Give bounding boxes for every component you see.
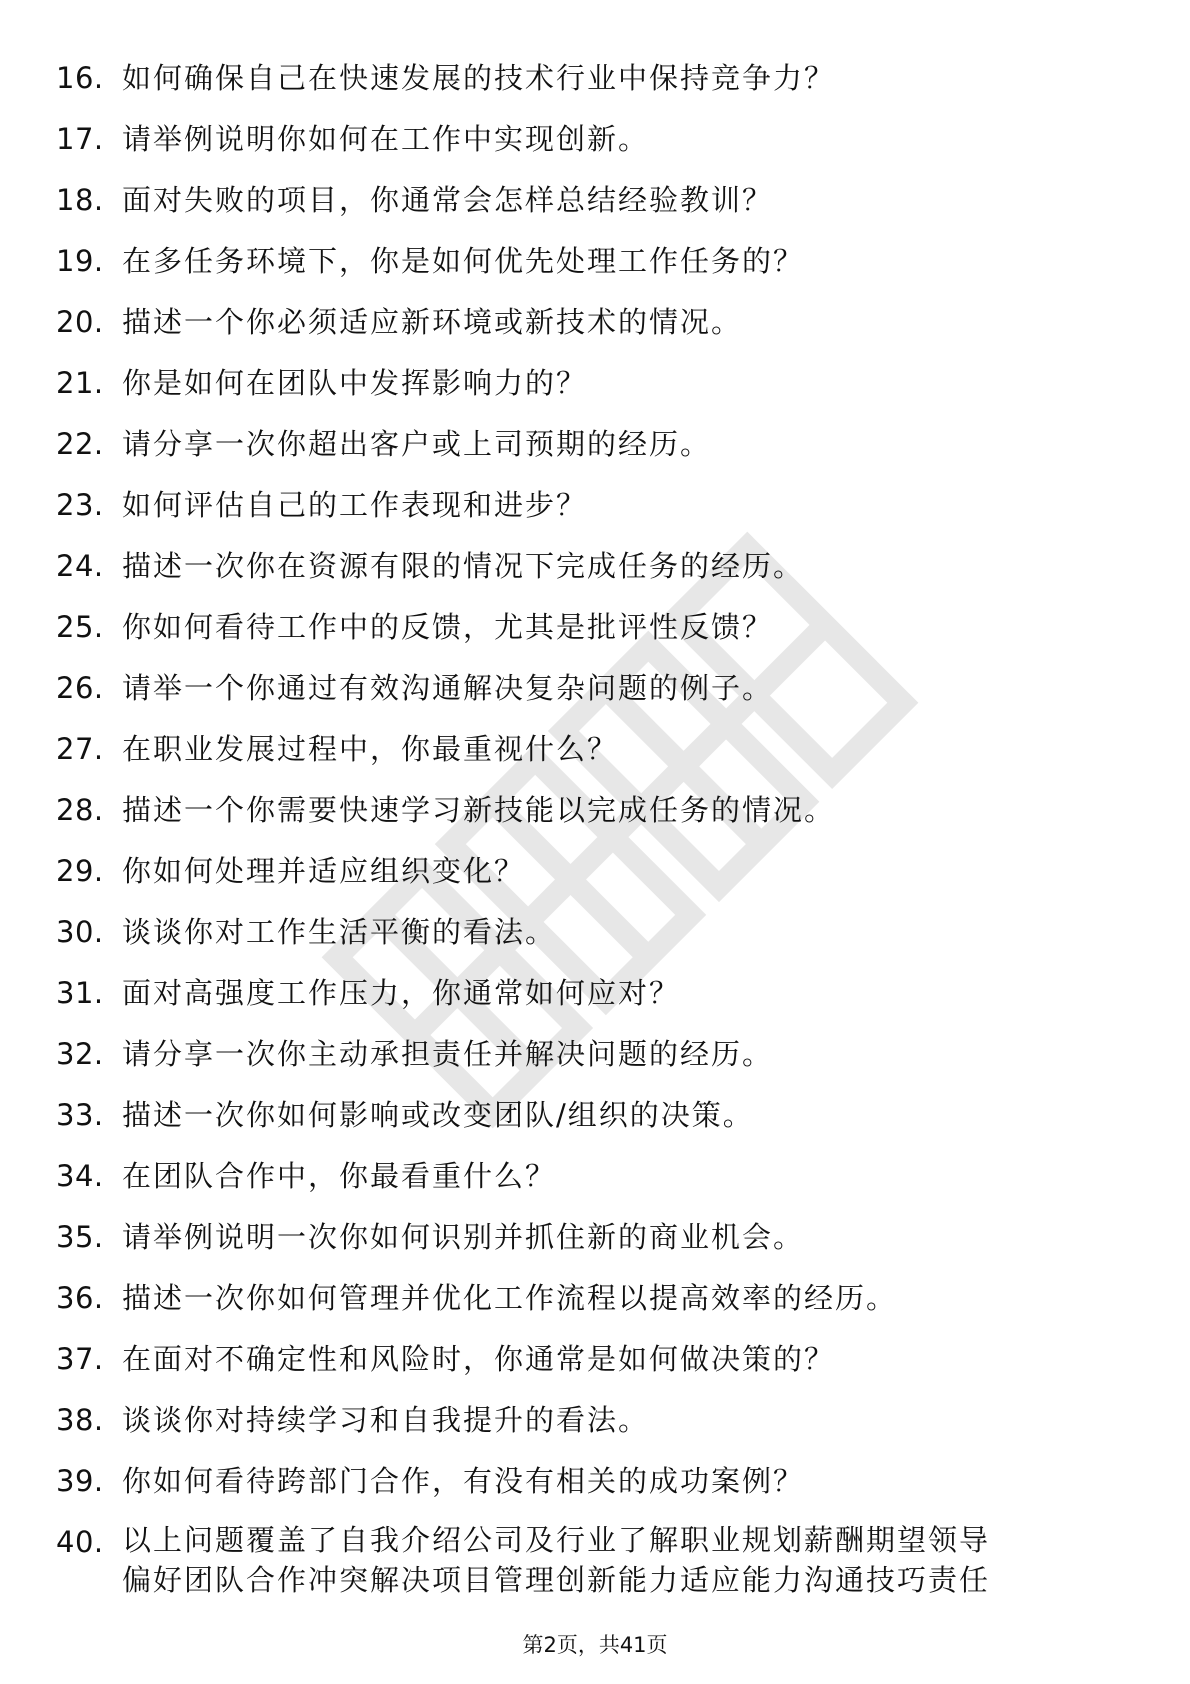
question-item-18 bbox=[56, 170, 1136, 231]
question-number: 28. bbox=[56, 793, 104, 827]
question-item-38 bbox=[56, 1390, 1136, 1451]
question-number: 26. bbox=[56, 671, 104, 705]
question-item-33 bbox=[56, 1085, 1136, 1146]
question-item-20 bbox=[56, 292, 1136, 353]
question-text: 请举例说明一次你如何识别并抓住新的商业机会。 bbox=[122, 1220, 805, 1254]
question-item-26 bbox=[56, 658, 1136, 719]
question-text: 描述一个你必须适应新环境或新技术的情况。 bbox=[122, 305, 743, 339]
question-item-16 bbox=[56, 48, 1136, 109]
question-number: 32. bbox=[56, 1037, 104, 1071]
question-item-23 bbox=[56, 475, 1136, 536]
question-number: 29. bbox=[56, 854, 104, 888]
question-text: 以上问题覆盖了自我介绍公司及行业了解职业规划薪酬期望领导 偏好团队合作冲突解决项目管理创新能力适应能力沟通技巧责任 bbox=[122, 1523, 991, 1597]
question-text: 描述一个你需要快速学习新技能以完成任务的情况。 bbox=[122, 793, 836, 827]
question-text: 请举例说明你如何在工作中实现创新。 bbox=[122, 122, 650, 156]
question-number: 33. bbox=[56, 1098, 104, 1132]
question-number: 19. bbox=[56, 244, 104, 278]
question-text: 在团队合作中，你最看重什么？ bbox=[122, 1159, 557, 1193]
question-number: 24. bbox=[56, 549, 104, 583]
question-item-28 bbox=[56, 780, 1136, 841]
question-number: 36. bbox=[56, 1281, 104, 1315]
question-item-39 bbox=[56, 1451, 1136, 1512]
question-item-30 bbox=[56, 902, 1136, 963]
question-text: 谈谈你对持续学习和自我提升的看法。 bbox=[122, 1403, 650, 1437]
question-item-22 bbox=[56, 414, 1136, 475]
question-text: 你如何处理并适应组织变化？ bbox=[122, 854, 526, 888]
question-text: 在多任务环境下，你是如何优先处理工作任务的？ bbox=[122, 244, 805, 278]
question-number: 16. bbox=[56, 61, 104, 95]
question-item-29 bbox=[56, 841, 1136, 902]
question-text: 在职业发展过程中，你最重视什么？ bbox=[122, 732, 619, 766]
question-item-37 bbox=[56, 1329, 1136, 1390]
question-number: 34. bbox=[56, 1159, 104, 1193]
question-number: 37. bbox=[56, 1342, 104, 1376]
question-number: 22. bbox=[56, 427, 104, 461]
question-item-31 bbox=[56, 963, 1136, 1024]
question-text: 面对失败的项目，你通常会怎样总结经验教训？ bbox=[122, 183, 774, 217]
question-item-32 bbox=[56, 1024, 1136, 1085]
question-text: 你是如何在团队中发挥影响力的？ bbox=[122, 366, 588, 400]
question-number: 39. bbox=[56, 1464, 104, 1498]
question-number: 17. bbox=[56, 122, 104, 156]
question-number: 40. bbox=[56, 1525, 104, 1559]
question-item-27 bbox=[56, 719, 1136, 780]
question-text: 面对高强度工作压力，你通常如何应对？ bbox=[122, 976, 681, 1010]
question-text: 在面对不确定性和风险时，你通常是如何做决策的？ bbox=[122, 1342, 836, 1376]
question-item-36 bbox=[56, 1268, 1136, 1329]
question-text: 谈谈你对工作生活平衡的看法。 bbox=[122, 915, 557, 949]
question-number: 25. bbox=[56, 610, 104, 644]
question-number: 18. bbox=[56, 183, 104, 217]
question-text: 如何确保自己在快速发展的技术行业中保持竞争力？ bbox=[122, 61, 836, 95]
question-text: 你如何看待跨部门合作，有没有相关的成功案例？ bbox=[122, 1464, 805, 1498]
question-number: 30. bbox=[56, 915, 104, 949]
question-number: 38. bbox=[56, 1403, 104, 1437]
question-number: 23. bbox=[56, 488, 104, 522]
question-item-21 bbox=[56, 353, 1136, 414]
question-item-19 bbox=[56, 231, 1136, 292]
question-text: 请分享一次你主动承担责任并解决问题的经历。 bbox=[122, 1037, 774, 1071]
question-text: 你如何看待工作中的反馈，尤其是批评性反馈？ bbox=[122, 610, 774, 644]
question-text: 请举一个你通过有效沟通解决复杂问题的例子。 bbox=[122, 671, 774, 705]
question-item-17 bbox=[56, 109, 1136, 170]
question-text: 请分享一次你超出客户或上司预期的经历。 bbox=[122, 427, 712, 461]
question-item-24 bbox=[56, 536, 1136, 597]
question-number: 31. bbox=[56, 976, 104, 1010]
question-text: 描述一次你在资源有限的情况下完成任务的经历。 bbox=[122, 549, 805, 583]
question-item-25 bbox=[56, 597, 1136, 658]
question-item-35 bbox=[56, 1207, 1136, 1268]
question-text: 描述一次你如何管理并优化工作流程以提高效率的经历。 bbox=[122, 1281, 898, 1315]
question-item-40 bbox=[56, 1512, 1136, 1600]
question-number: 27. bbox=[56, 732, 104, 766]
question-text: 描述一次你如何影响或改变团队/组织的决策。 bbox=[122, 1098, 754, 1132]
question-number: 20. bbox=[56, 305, 104, 339]
page-indicator: 第2页，共41页 bbox=[522, 1633, 668, 1657]
question-list bbox=[56, 48, 1136, 1600]
question-text: 如何评估自己的工作表现和进步？ bbox=[122, 488, 588, 522]
question-number: 21. bbox=[56, 366, 104, 400]
question-number: 35. bbox=[56, 1220, 104, 1254]
question-item-34 bbox=[56, 1146, 1136, 1207]
